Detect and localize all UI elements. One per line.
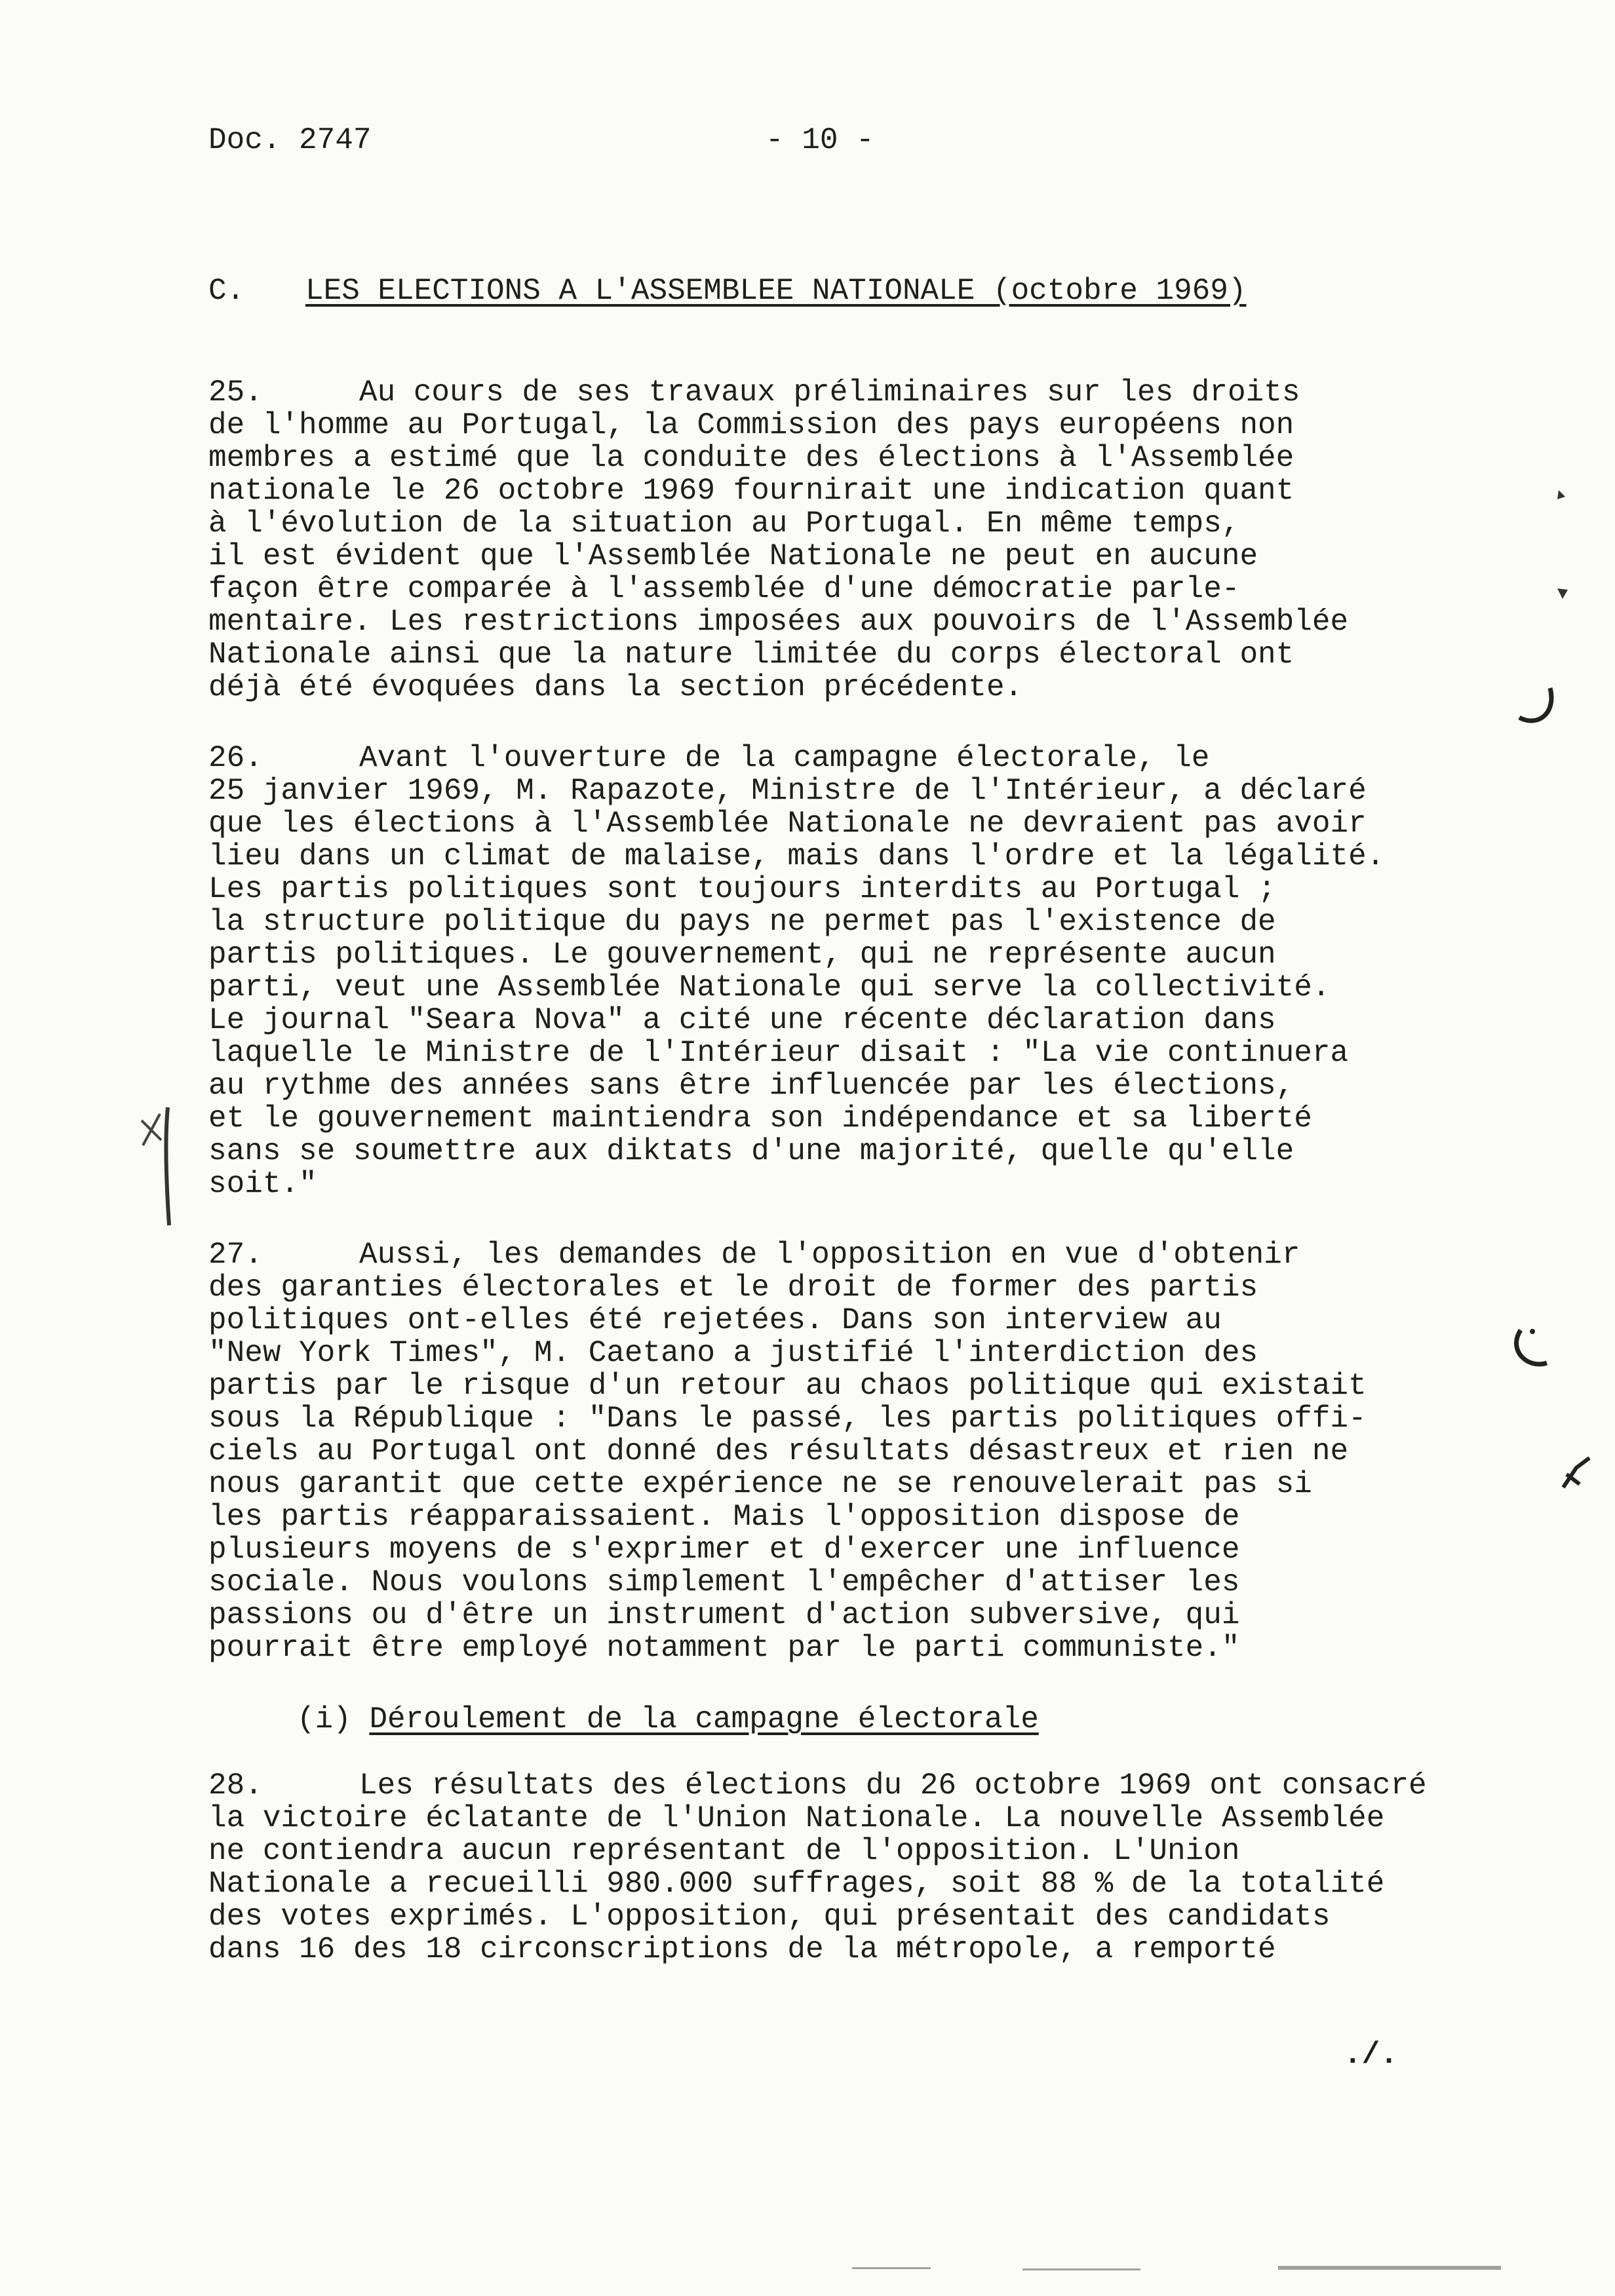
paragraph-line: Les partis politiques sont toujours interdits au Portugal ; <box>208 872 1276 906</box>
paragraph-line: la victoire éclatante de l'Union Nationale. La nouvelle Assemblée <box>208 1801 1385 1835</box>
paragraph-number: 27. <box>208 1238 263 1272</box>
paragraph-line: sans se soumettre aux diktats d'une majorité, quelle qu'elle <box>208 1134 1294 1168</box>
paragraph-line: sociale. Nous voulons simplement l'empêcher d'attiser les <box>208 1565 1240 1599</box>
paragraph-line: façon être comparée à l'assemblée d'une démocratie parle- <box>208 572 1240 606</box>
paragraph-27 <box>208 1238 1493 1664</box>
paragraph-line: 25 janvier 1969, M. Rapazote, Ministre de l'Intérieur, a déclaré <box>208 774 1367 808</box>
paragraph-line: laquelle le Ministre de l'Intérieur disait : "La vie continuera <box>208 1036 1349 1070</box>
paragraph-line: Nationale a recueilli 980.000 suffrages, soit 88 % de la totalité <box>208 1867 1385 1901</box>
paragraph-line: au rythme des années sans être influencée par les élections, <box>208 1069 1294 1103</box>
page-header <box>208 123 1407 163</box>
margin-arc-mark <box>1514 681 1560 734</box>
margin-tick-mark <box>1560 1455 1593 1494</box>
subsection-label: (i) <box>297 1702 351 1736</box>
subsection-title: Déroulement de la campagne électorale <box>369 1702 1039 1736</box>
paragraph-line: passions ou d'être un instrument d'action subversive, qui <box>208 1598 1240 1632</box>
paragraph-line: Nationale ainsi que la nature limitée du corps électoral ont <box>208 638 1294 672</box>
continuation-mark: ./. <box>1344 2038 1398 2072</box>
paragraph-line: nationale le 26 octobre 1969 fournirait une indication quant <box>208 474 1294 508</box>
paragraph-line: Le journal "Seara Nova" a cité une récente déclaration dans <box>208 1003 1276 1037</box>
paragraph-28 <box>208 1769 1493 1966</box>
scan-noise <box>1022 2268 1140 2270</box>
paragraph-25 <box>208 376 1493 704</box>
scan-noise <box>852 2267 931 2269</box>
paragraph-line: partis par le risque d'un retour au chaos politique qui existait <box>208 1369 1367 1403</box>
paragraph-line: mentaire. Les restrictions imposées aux pouvoirs de l'Assemblée <box>208 605 1349 639</box>
margin-dot-mark <box>1552 485 1572 505</box>
paragraph-line: sous la République : "Dans le passé, les partis politiques offi- <box>208 1402 1367 1436</box>
paragraph-line: de l'homme au Portugal, la Commission des pays européens non <box>208 408 1294 442</box>
paragraph-line: la structure politique du pays ne permet pas l'existence de <box>208 905 1276 939</box>
paragraph-line: des votes exprimés. L'opposition, qui présentait des candidats <box>208 1900 1331 1934</box>
paragraph-line: nous garantit que cette expérience ne se renouvelerait pas si <box>208 1467 1312 1501</box>
paragraph-number: 28. <box>208 1769 263 1803</box>
paragraph-26 <box>208 742 1493 1200</box>
paragraph-line: 25. Au cours de ses travaux préliminaires sur les droits <box>208 375 1300 410</box>
paragraph-number: 26. <box>208 741 263 775</box>
paragraph-line: 27. Aussi, les demandes de l'opposition en vue d'obtenir <box>208 1238 1300 1272</box>
paragraph-line: partis politiques. Le gouvernement, qui ne représente aucun <box>208 938 1276 972</box>
paragraph-line: les partis réapparaissaient. Mais l'opposition dispose de <box>208 1500 1240 1534</box>
page-number: - 10 - <box>766 123 874 157</box>
doc-reference: Doc. 2747 <box>208 123 372 157</box>
paragraph-line: des garanties électorales et le droit de former des partis <box>208 1271 1258 1305</box>
margin-circle-mark <box>1508 1317 1566 1383</box>
paragraph-line: lieu dans un climat de malaise, mais dans l'ordre et la légalité. <box>208 839 1385 873</box>
paragraph-line: membres a estimé que la conduite des élections à l'Assemblée <box>208 441 1294 475</box>
paragraph-line: déjà été évoquées dans la section précédente. <box>208 670 1023 704</box>
paragraph-line: 28. Les résultats des élections du 26 octobre 1969 ont consacré <box>208 1769 1427 1803</box>
section-title-text: LES ELECTIONS A L'ASSEMBLEE NATIONALE (octobre 1969) <box>305 274 1247 308</box>
paragraph-line: ciels au Portugal ont donné des résultats désastreux et rien ne <box>208 1434 1349 1468</box>
paragraph-line: "New York Times", M. Caetano a justifié l'interdiction des <box>208 1336 1258 1370</box>
margin-dot-mark <box>1553 583 1573 603</box>
paragraph-line: 26. Avant l'ouverture de la campagne électorale, le <box>208 741 1210 775</box>
paragraph-line: il est évident que l'Assemblée Nationale ne peut en aucune <box>208 539 1258 573</box>
paragraph-line: dans 16 des 18 circonscriptions de la métropole, a remporté <box>208 1932 1276 1966</box>
subsection-heading <box>297 1702 1039 1736</box>
paragraph-line: soit." <box>208 1167 317 1201</box>
paragraph-line: plusieurs moyens de s'exprimer et d'exercer une influence <box>208 1533 1240 1567</box>
section-letter: C. <box>208 274 245 308</box>
paragraph-number: 25. <box>208 375 263 410</box>
paragraph-line: que les élections à l'Assemblée Nationale ne devraient pas avoir <box>208 807 1367 841</box>
paragraph-line: politiques ont-elles été rejetées. Dans son interview au <box>208 1303 1222 1337</box>
paragraph-line: parti, veut une Assemblée Nationale qui serve la collectivité. <box>208 970 1331 1004</box>
paragraph-line: et le gouvernement maintiendra son indépendance et sa liberté <box>208 1101 1312 1136</box>
section-heading <box>208 274 1246 308</box>
paragraph-line: à l'évolution de la situation au Portugal. En même temps, <box>208 507 1240 541</box>
scan-noise <box>1278 2266 1501 2270</box>
margin-bracket-mark <box>128 1094 207 1238</box>
paragraph-line: ne contiendra aucun représentant de l'opposition. L'Union <box>208 1834 1240 1868</box>
paragraph-line: pourrait être employé notamment par le parti communiste." <box>208 1631 1240 1665</box>
